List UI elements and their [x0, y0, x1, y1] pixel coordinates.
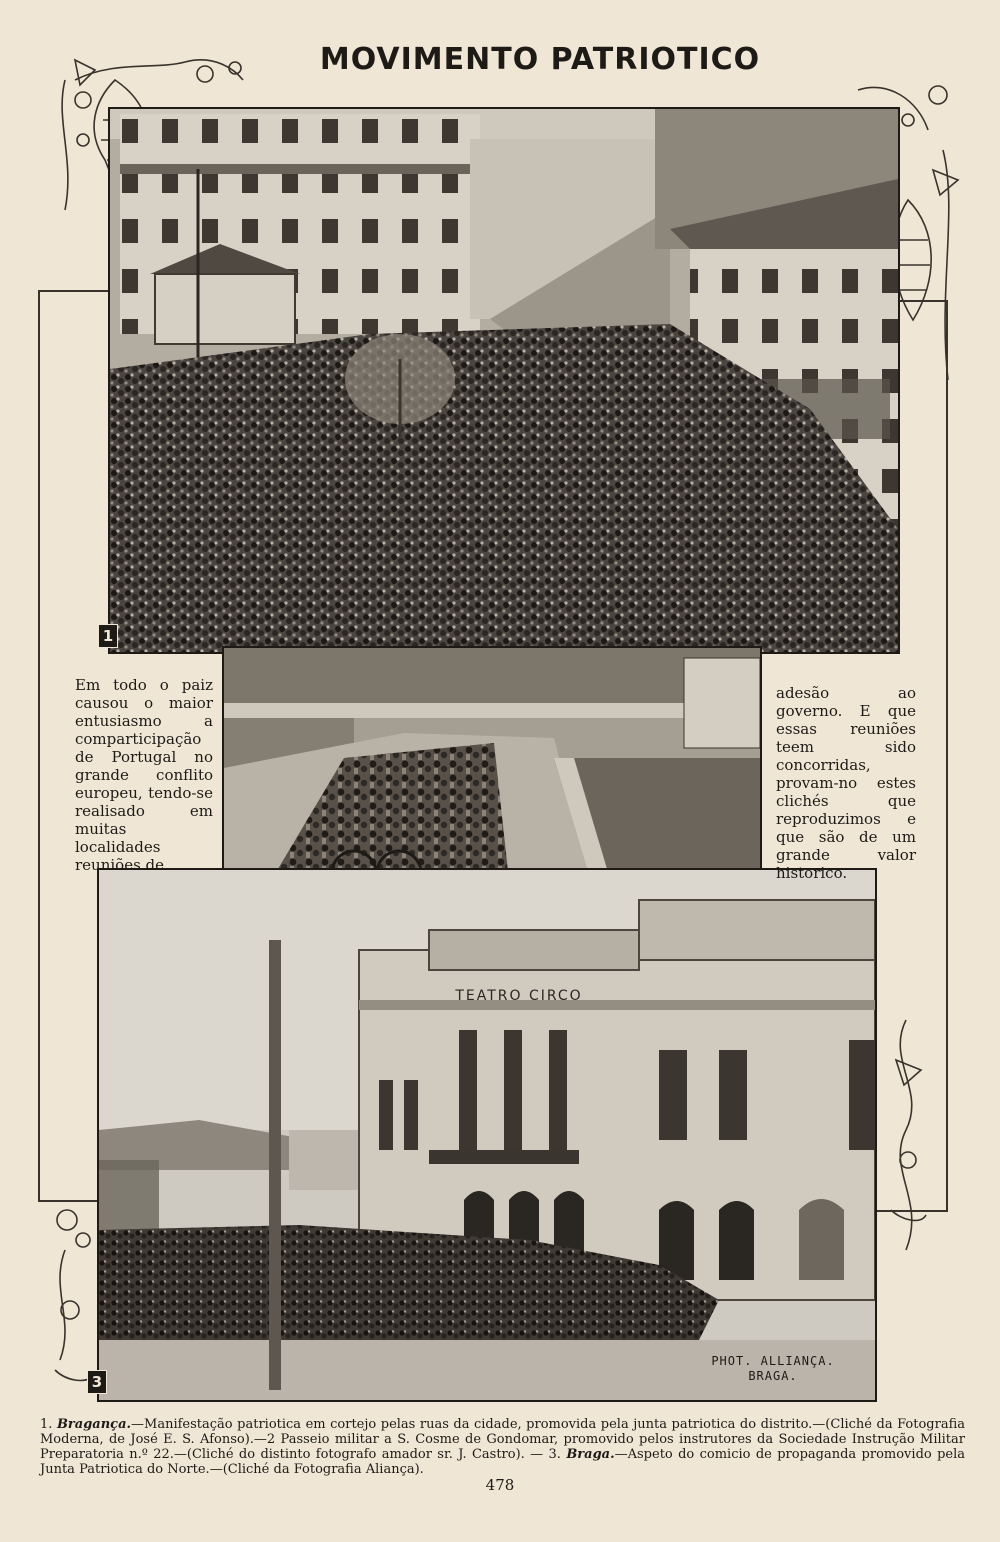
photo-3-credit-line2: BRAGA.: [748, 1369, 798, 1383]
figure-caption: [40, 1417, 965, 1477]
body-text-right-paragraph: adesão ao governo. E que essas reuniões teem sido concorridas, provam-no estes clichés que reproduzimos e que são de um grande valor historico.: [776, 684, 916, 882]
caption-1-number: 1.: [40, 1417, 53, 1432]
caption-3-number: 3.: [548, 1447, 561, 1462]
body-text-left: [75, 676, 213, 874]
photo-3-credit: [698, 1354, 848, 1384]
theatre-sign: TEATRO CIRCO: [455, 988, 583, 1004]
floral-ornament-bottom-right: [876, 1000, 936, 1280]
caption-1-text: —Manifestação patriotica em cortejo pelas ruas da cidade, promovida pela junta patriotica do distrito.—(Cliché da Fotografia Moderna, de José E. S. Afonso).—: [40, 1417, 965, 1447]
caption-1-place: Bragança.: [56, 1417, 132, 1432]
caption-2-text: 2 Passeio militar a S. Cosme de Gondomar, promovido pelos instrutores da Sociedade Instrução Militar Preparatoria n.º 22.—(Cliché do distinto fotografo amador sr. J. Castro). —: [40, 1432, 965, 1462]
caption-3-place: Braga.: [566, 1447, 615, 1462]
photo-1-number: 1: [98, 624, 118, 648]
photo-3-braga-rally-teatro-circo: [97, 868, 877, 1402]
caption-3-text: —Aspeto do comicio de propaganda promovido pela Junta Patriotica do Norte.—(Cliché da Fotografia Aliança).: [40, 1447, 965, 1477]
body-text-left-paragraph: Em todo o paiz causou o maior entusiasmo a comparticipação de Portugal no grande conflito europeu, tendo-se realisado em muitas localidades reuniões de: [75, 676, 213, 874]
photo-3-number: 3: [87, 1370, 107, 1394]
photo-1-braganca-procession: [108, 107, 900, 654]
page-title: MOVIMENTO PATRIOTICO: [319, 42, 761, 77]
border-frame-left: [38, 290, 40, 1202]
border-frame-top-left: [38, 290, 112, 292]
page-number: 478: [485, 1476, 515, 1494]
border-frame-right: [946, 300, 948, 1212]
body-text-right: [776, 684, 916, 882]
photo-3-credit-line1: PHOT. ALLIANÇA.: [711, 1354, 835, 1368]
